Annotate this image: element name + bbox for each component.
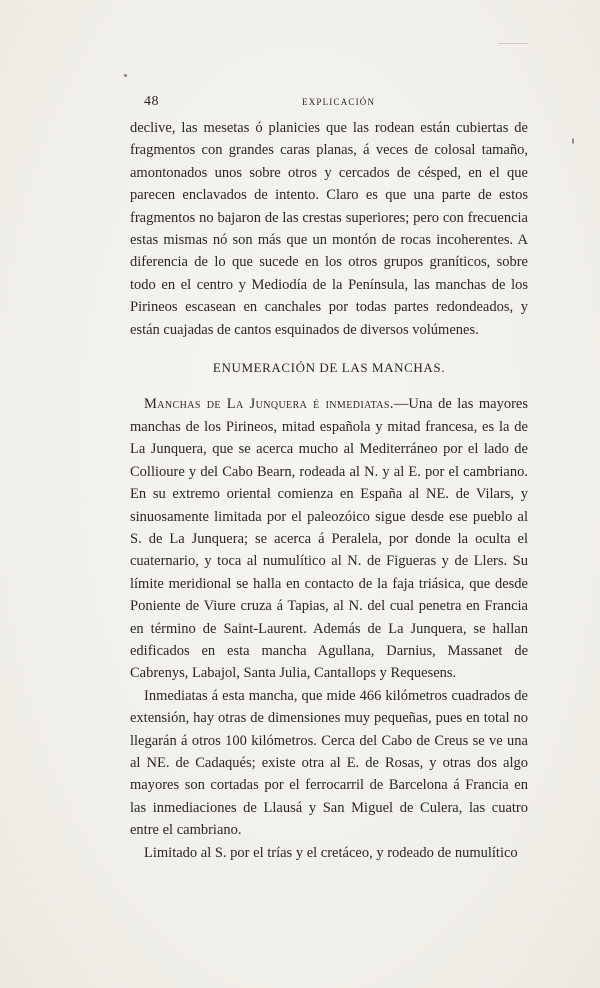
paragraph-2-text: —Una de las mayores manchas de los Pirineos, mitad española y mitad francesa, es la de La Junquera, que se acerca mucho al Mediterráneo por el lado de Collioure y del Cabo Bearn, rodeada al N. y al E. por el cambriano. En su extremo oriental comienza en España al NE. de Vilars, y sinuosamente limitada por el paleozóico sigue desde ese pueblo al S. de La Junquera; se acerca á Peralela, por donde la oculta el cuaternario, y toca al numulítico al N. de Figueras y de Llers. Su límite meridional se halla en contacto de la faja triásica, que desde Poniente de Viure cruza á Tapias, al N. del cual penetra en Francia en término de Saint-Laurent. Además de La Junquera, se hallan edificados en esta mancha Agullana, Darnius, Massanet de Cabrenys, Labajol, Santa Julia, Cantallops y Requesens. bbox=[130, 396, 529, 682]
paragraph-1: declive, las mesetas ó planicies que las rodean están cubiertas de fragmentos con grandes caras planas, á veces de colosal tamaño, amontonados unos sobre otros y cercados de césped, en el que parecen enclavados de intento. Claro es que una parte de estos fragmentos no bajaron de las crestas superiores; pero con frecuencia estas mismas nó son más que un montón de rocas incoherentes. A diferencia de lo que sucede en los otros grupos graníticos, sobre todo en el centro y Mediodía de la Península, las manchas de los Pirineos escasean en canchales por todas partes redondeados, y están cuajadas de cantos esquinados de diversos volúmenes. bbox=[130, 120, 528, 338]
body-text bbox=[130, 117, 528, 864]
paragraph-3: Inmediatas á esta mancha, que mide 466 kilómetros cuadrados de extensión, hay otras de dimensiones muy pequeñas, pues en total no llegarán á otros 100 kilómetros. Cerca del Cabo de Creus se ve una al NE. de Cadaqués; existe otra al E. de Rosas, y otras dos algo mayores son cortadas por el ferrocarril de Barcelona á Francia en las inmediaciones de Llausá y San Miguel de Culera, las cuatro entre el cambriano. bbox=[130, 687, 528, 839]
header-title: EXPLICACIÓN bbox=[302, 97, 376, 107]
paragraph-4: Limitado al S. por el trías y el cretáceo, y rodeado de numulítico bbox=[144, 844, 518, 861]
paragraph-2 bbox=[130, 393, 528, 684]
page-number: 48 bbox=[144, 94, 159, 109]
section-title: ENUMERACIÓN DE LAS MANCHAS. bbox=[212, 360, 446, 376]
running-head bbox=[144, 94, 520, 110]
paragraph-2-lead: Manchas de La Junquera é inmediatas. bbox=[144, 396, 394, 413]
